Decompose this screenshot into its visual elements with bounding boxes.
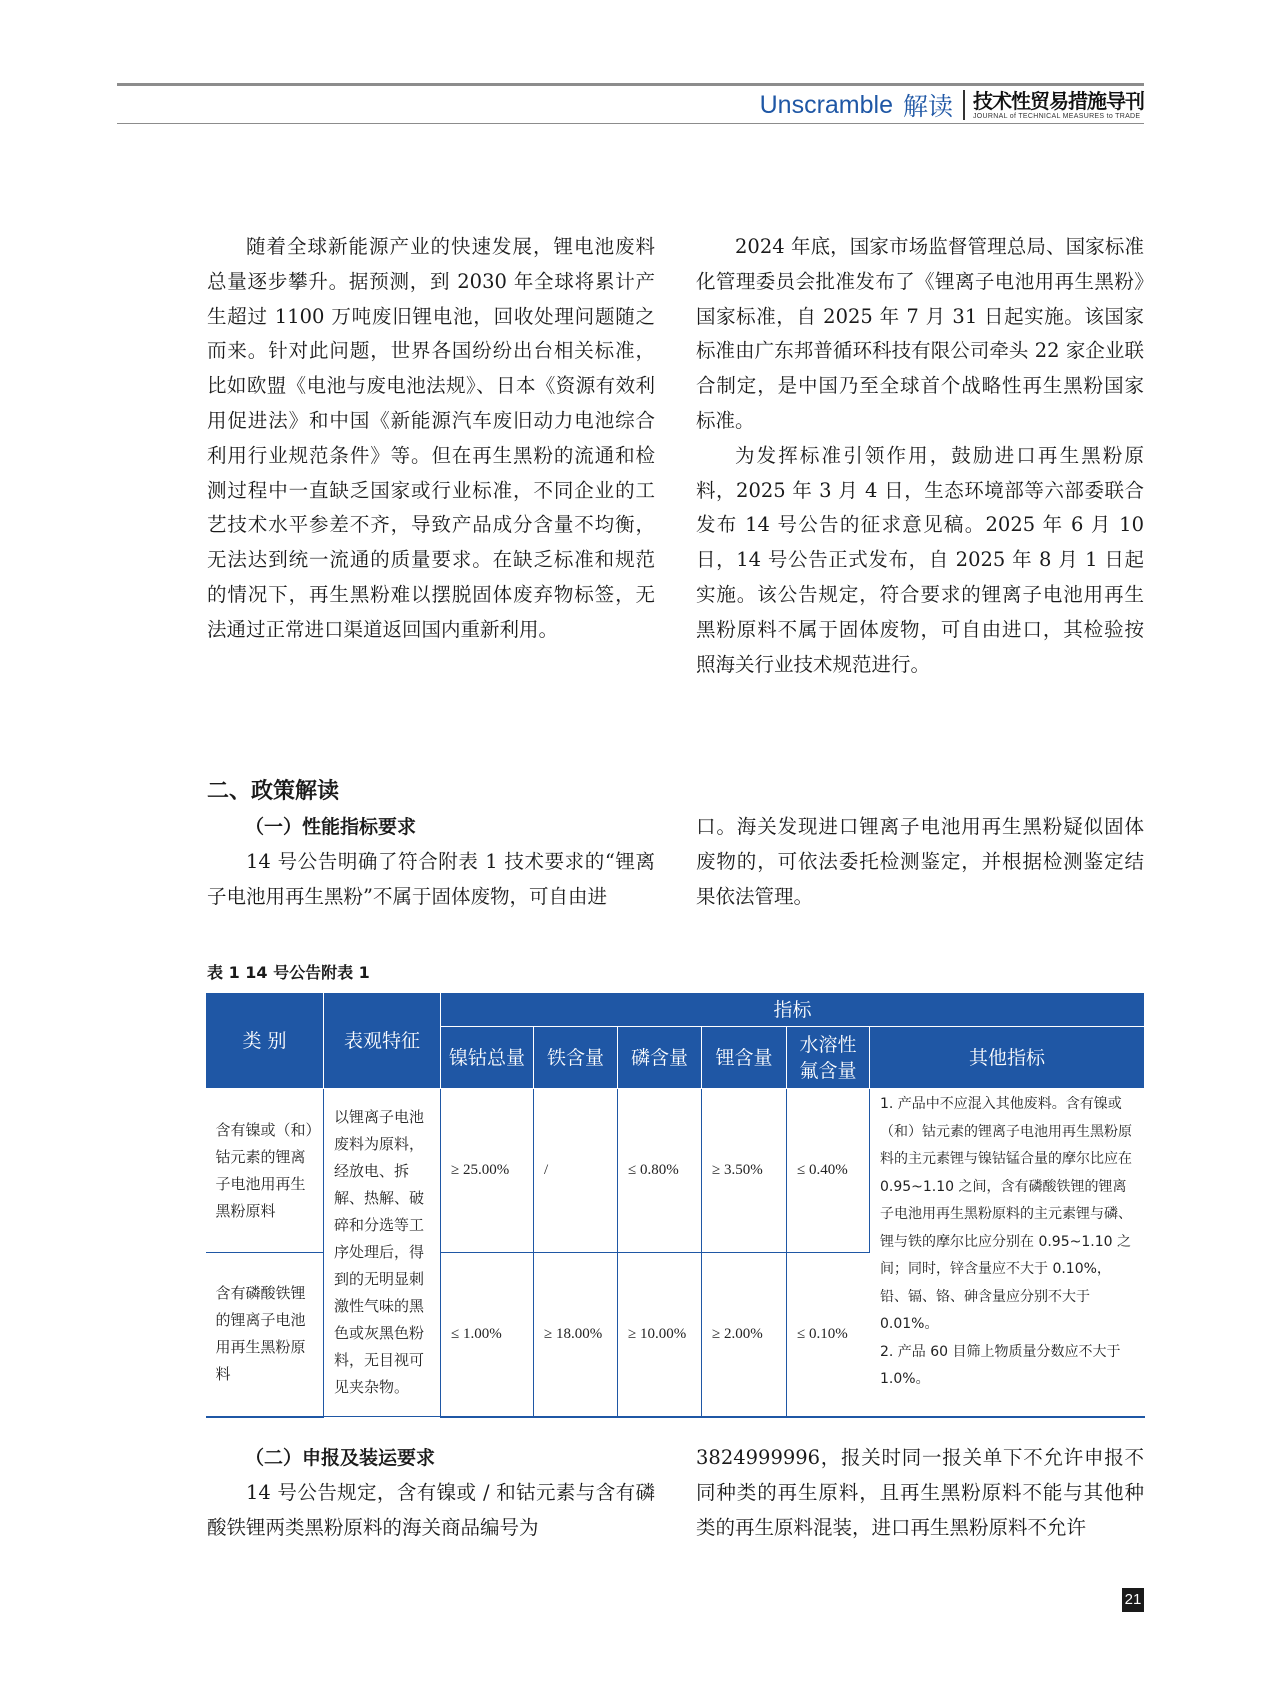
paragraph: 3824999996，报关时同一报关单下不允许申报不同种类的再生原料，且再生黑粉原料不能与其他种类的再生原料混装，进口再生黑粉原料不允许 xyxy=(696,1446,1144,1539)
header-indicators: 指标 xyxy=(441,993,1145,1027)
section-title: 二、政策解读 xyxy=(207,779,340,804)
page-number: 21 xyxy=(1122,1588,1144,1612)
cell-p: ≥ 10.00% xyxy=(618,1253,702,1417)
header-fe: 铁含量 xyxy=(534,1027,618,1089)
running-header xyxy=(760,88,1144,122)
journal-logo xyxy=(973,88,1144,120)
spec-table xyxy=(205,992,1145,1418)
header-label-en: Unscramble xyxy=(759,90,893,119)
cell-li: ≥ 2.00% xyxy=(702,1253,787,1417)
journal-name-en: JOURNAL of TECHNICAL MEASURES to TRADE xyxy=(973,112,1141,120)
right-column-sub2 xyxy=(696,1441,1144,1545)
cell-f: ≤ 0.10% xyxy=(787,1253,870,1417)
paragraph: 14 号公告明确了符合附表 1 技术要求的“锂离子电池用再生黑粉”不属于固体废物，可自由进 xyxy=(207,849,655,908)
table-header-row xyxy=(206,993,1145,1027)
cell-li: ≥ 3.50% xyxy=(702,1089,787,1253)
paragraph: 2024 年底，国家市场监督管理总局、国家标准化管理委员会批准发布了《锂离子电池用再生黑粉》国家标准，自 2025 年 7 月 31 日起实施。该国家标准由广东邦普循环科技有限公司牵头 22 家企业联合制定，是中国乃至全球首个战略性再生黑粉国家标准。 xyxy=(696,235,1144,432)
paragraph: 口。海关发现进口锂离子电池用再生黑粉疑似固体废物的，可依法委托检测鉴定，并根据检测鉴定结果依法管理。 xyxy=(696,815,1144,908)
cell-ni-co: ≥ 25.00% xyxy=(441,1089,534,1253)
header-f-line1: 水溶性 xyxy=(799,1033,857,1056)
left-column-sub2 xyxy=(207,1441,655,1545)
other-indicator-1: 1. 产品中不应混入其他废料。含有镍或（和）钴元素的锂离子电池用再生黑粉原料的主元素锂与镍钴锰合量的摩尔比应在 0.95~1.10 之间，含有磷酸铁锂的锂离子电池用再生黑粉原料的主元素锂与磷、锂与铁的摩尔比应分别在 0.95~1.10 之间；同时，锌含量应不大于 0.10%，铅、镉、铬、砷含量应分别不大于 0.01%。 xyxy=(880,1096,1132,1332)
cell-fe: ≥ 18.00% xyxy=(534,1253,618,1417)
left-column-sub1 xyxy=(207,810,655,914)
paragraph: 为发挥标准引领作用，鼓励进口再生黑粉原料，2025 年 3 月 4 日，生态环境部等六部委联合发布 14 号公告的征求意见稿。2025 年 6 月 10 日，14 号公告正式发布，自 2025 年 8 月 1 日起实施。该公告规定，符合要求的锂离子电池用再生黑粉原料不属于固体废物，可自由进口，其检验按照海关行业技术规范进行。 xyxy=(696,443,1144,676)
header-other: 其他指标 xyxy=(870,1027,1145,1089)
paragraph: 14 号公告规定，含有镍或 / 和钴元素与含有磷酸铁锂两类黑粉原料的海关商品编号为 xyxy=(207,1480,655,1539)
row-category: 含有磷酸铁锂的锂离子电池用再生黑粉原料 xyxy=(206,1253,324,1417)
table-caption: 表 1 14 号公告附表 1 xyxy=(207,963,370,982)
table-row xyxy=(206,1089,1145,1253)
cell-p: ≤ 0.80% xyxy=(618,1089,702,1253)
header-feature: 表观特征 xyxy=(324,993,441,1089)
journal-name: 技术性贸易措施导刊 xyxy=(973,88,1144,113)
header-f xyxy=(787,1027,870,1089)
header-label-cn: 解读 xyxy=(902,92,953,121)
other-indicators-cell xyxy=(870,1089,1145,1417)
left-column-upper xyxy=(207,230,655,648)
feature-cell: 以锂离子电池废料为原料，经放电、拆解、热解、破碎和分选等工序处理后，得到的无明显刺激性气味的黑色或灰黑色粉料，无目视可见夹杂物。 xyxy=(324,1089,441,1417)
cell-fe: / xyxy=(534,1089,618,1253)
other-indicator-2: 2. 产品 60 目筛上物质量分数应不大于 1.0%。 xyxy=(880,1343,1121,1387)
header-separator xyxy=(963,90,965,120)
right-column-upper xyxy=(696,230,1144,682)
paragraph: 随着全球新能源产业的快速发展，锂电池废料总量逐步攀升。据预测，到 2030 年全球将累计产生超过 1100 万吨废旧锂电池，回收处理问题随之而来。针对此问题，世界各国纷纷出台相关标准，比如欧盟《电池与废电池法规》、日本《资源有效利用促进法》和中国《新能源汽车废旧动力电池综合利用行业规范条件》等。但在再生黑粉的流通和检测过程中一直缺乏国家或行业标准，不同企业的工艺技术水平参差不齐，导致产品成分含量不均衡，无法达到统一流通的质量要求。在缺乏标准和规范的情况下，再生黑粉难以摆脱固体废弃物标签，无法通过正常进口渠道返回国内重新利用。 xyxy=(207,235,655,641)
subsection-title: （一）性能指标要求 xyxy=(245,816,417,838)
row-category: 含有镍或（和）钴元素的锂离子电池用再生黑粉原料 xyxy=(206,1089,324,1253)
header-bottom-rule xyxy=(117,123,1144,124)
cell-ni-co: ≤ 1.00% xyxy=(441,1253,534,1417)
header-category: 类 别 xyxy=(206,993,324,1089)
header-top-rule xyxy=(117,83,1144,86)
header-li: 锂含量 xyxy=(702,1027,787,1089)
header-f-line2: 氟含量 xyxy=(799,1059,857,1082)
subsection-title: （二）申报及装运要求 xyxy=(245,1447,436,1469)
cell-f: ≤ 0.40% xyxy=(787,1089,870,1253)
right-column-sub1 xyxy=(696,810,1144,914)
header-p: 磷含量 xyxy=(618,1027,702,1089)
header-ni-co: 镍钴总量 xyxy=(441,1027,534,1089)
